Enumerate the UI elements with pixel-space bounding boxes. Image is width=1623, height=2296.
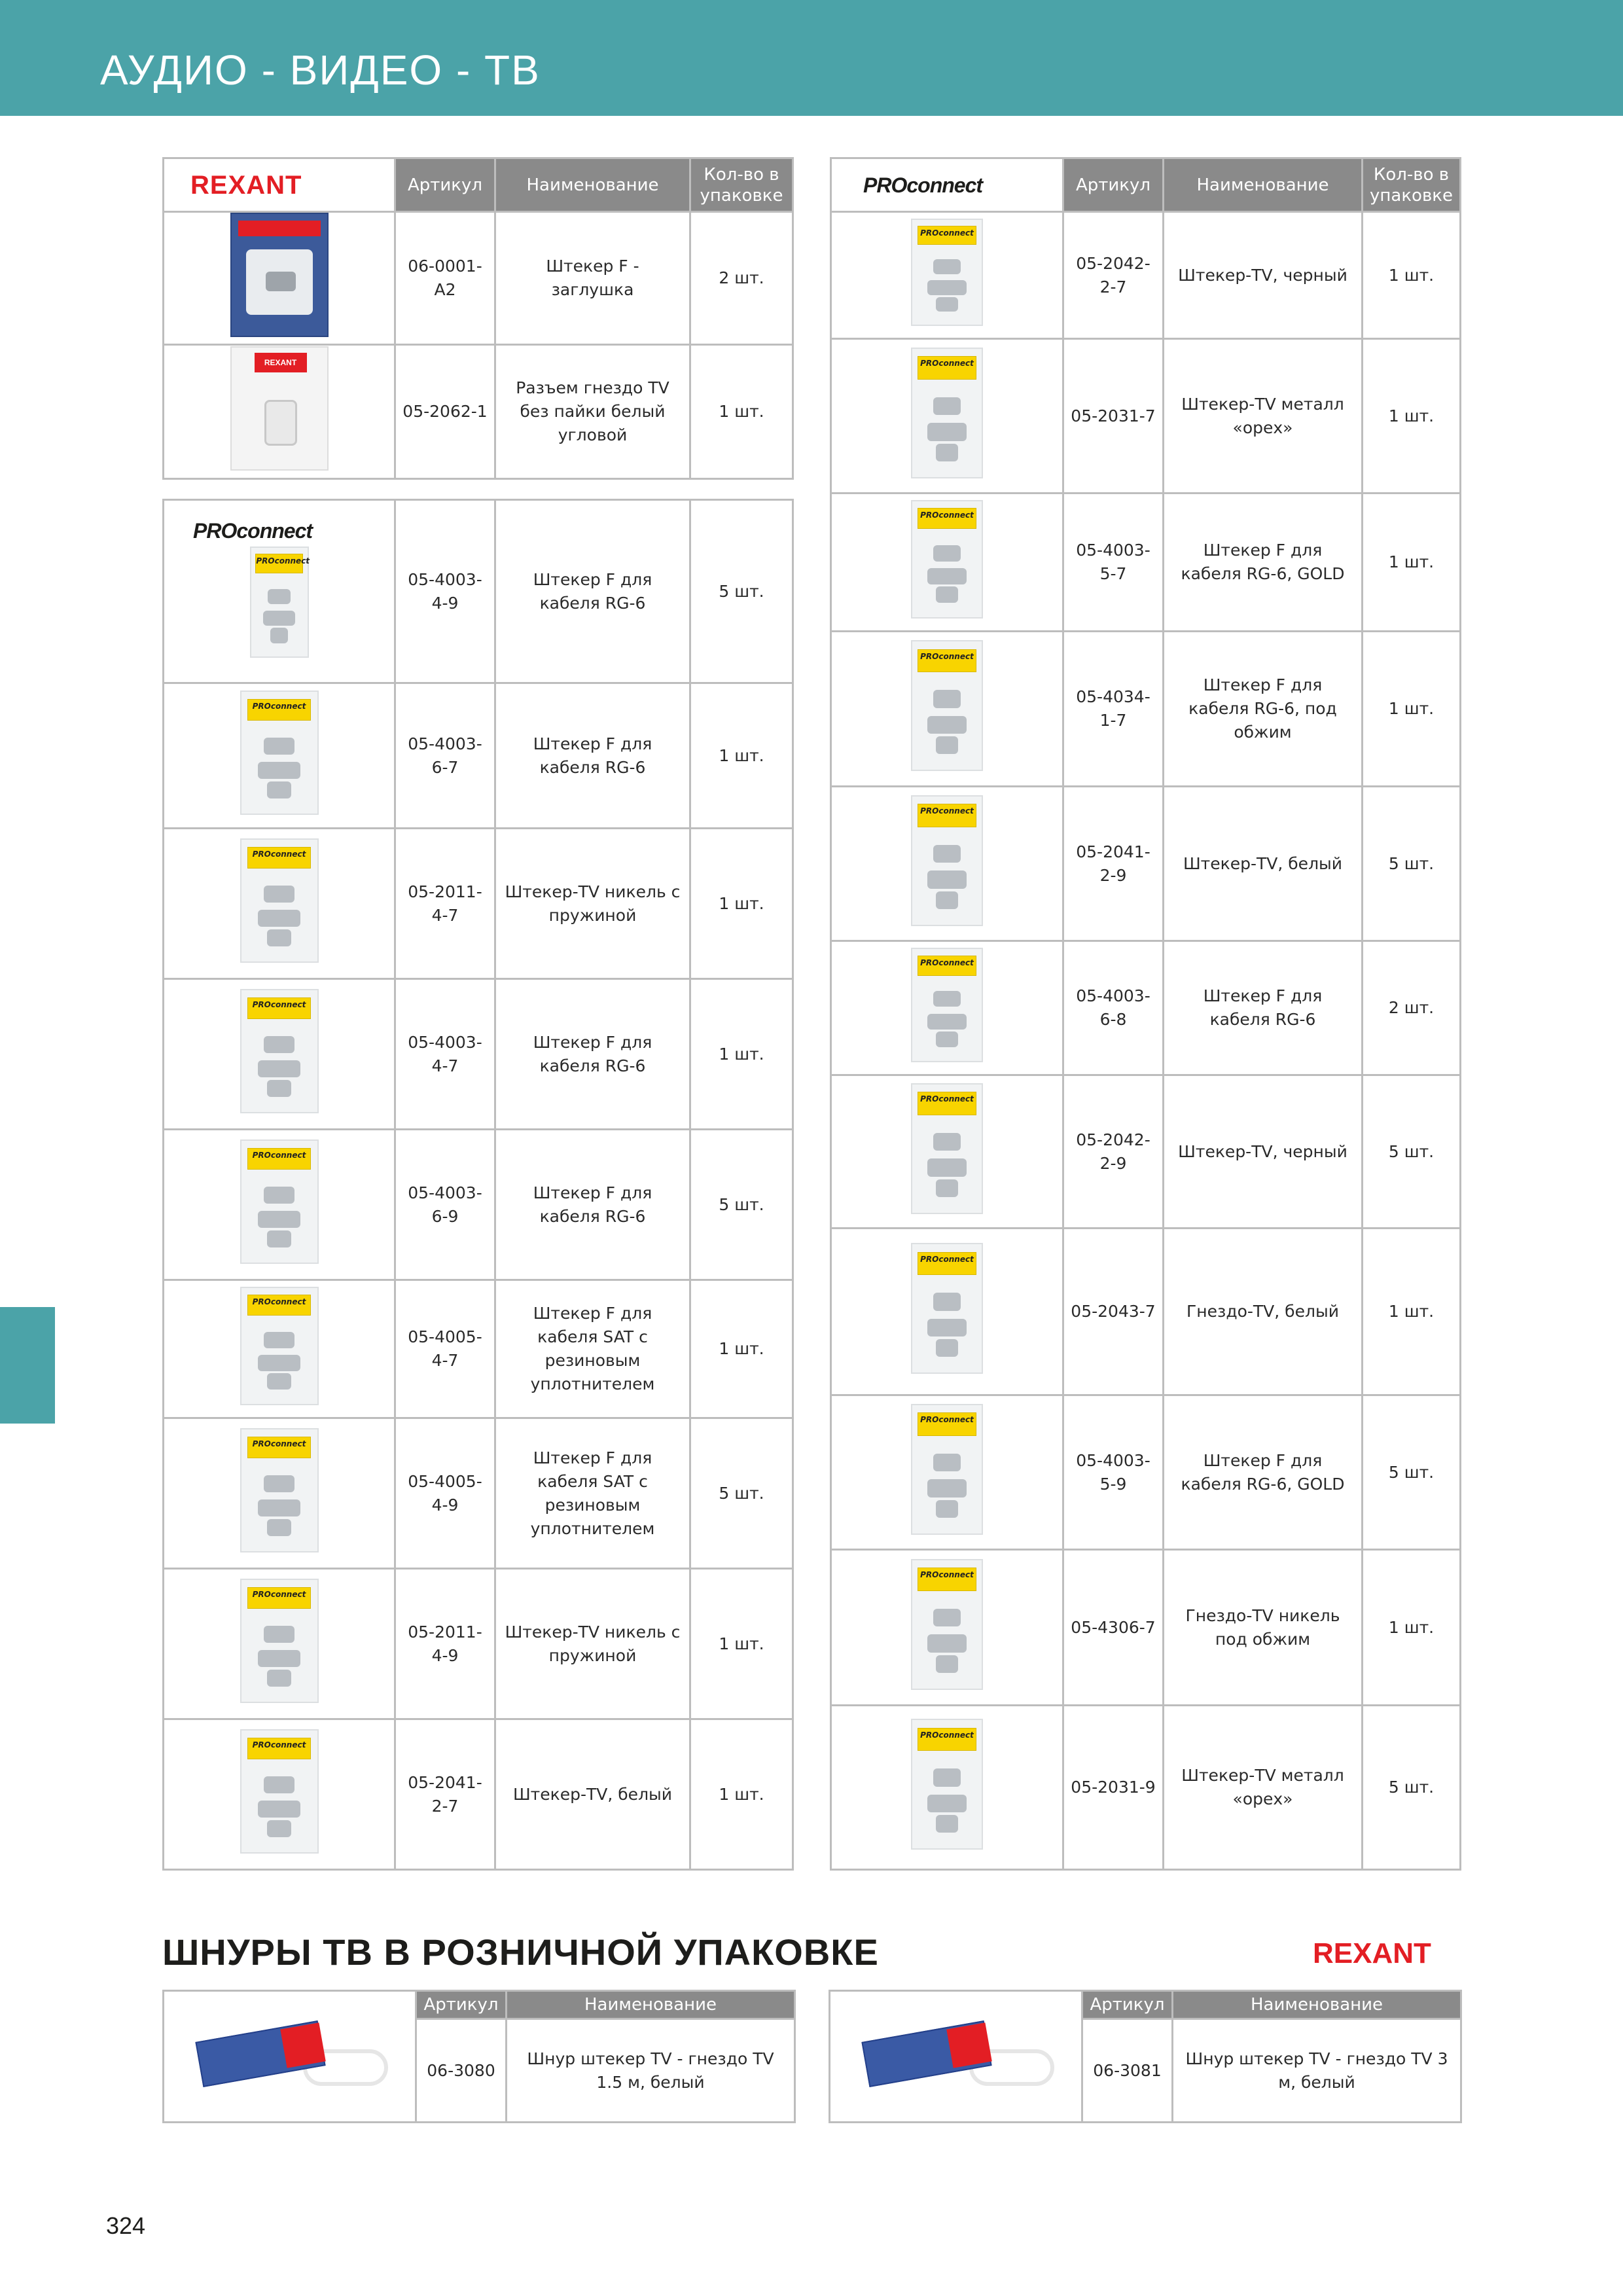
- page-number: 324: [106, 2212, 146, 2239]
- quantity-cell: 5 шт.: [1363, 1395, 1461, 1550]
- article-cell: 05-2031-7: [1063, 339, 1164, 493]
- product-package-image: [911, 1404, 983, 1535]
- article-cell: 05-4003-6-9: [395, 1130, 495, 1280]
- product-image: [164, 979, 395, 1130]
- product-image: [831, 1550, 1063, 1706]
- product-image: [164, 829, 395, 979]
- brand-logo-cell: [164, 158, 395, 212]
- product-package-image: [911, 1719, 983, 1850]
- quantity-cell: 1 шт.: [690, 979, 793, 1130]
- table-row: [831, 212, 1461, 339]
- table-row: [164, 683, 793, 829]
- product-package-image: [911, 948, 983, 1062]
- column-header-quantity: Кол-во в упаковке: [1363, 158, 1461, 212]
- column-header-name: Наименование: [507, 1991, 795, 2019]
- quantity-cell: 5 шт.: [1363, 787, 1461, 941]
- proconnect-tag-logo: PROconnect: [920, 1570, 974, 1580]
- page-title: АУДИО - ВИДЕО - ТВ: [100, 46, 541, 94]
- article-cell: 05-2042-2-9: [1063, 1075, 1164, 1229]
- column-header-article: Артикул: [1082, 1991, 1173, 2019]
- quantity-cell: 1 шт.: [690, 345, 793, 479]
- rexant-logo: REXANT: [1313, 1937, 1431, 1969]
- article-cell: 05-4306-7: [1063, 1550, 1164, 1706]
- section-title: ШНУРЫ ТВ В РОЗНИЧНОЙ УПАКОВКЕ: [162, 1931, 879, 1973]
- table-row: [831, 339, 1461, 493]
- product-package-image: [911, 795, 983, 926]
- article-cell: 05-4034-1-7: [1063, 632, 1164, 787]
- section-side-tab: [0, 1307, 55, 1424]
- name-cell: Штекер F - заглушка: [495, 212, 690, 345]
- quantity-cell: 1 шт.: [1363, 212, 1461, 339]
- name-cell: Штекер F для кабеля RG-6, GOLD: [1164, 493, 1363, 632]
- quantity-cell: 1 шт.: [690, 1719, 793, 1870]
- product-image: [164, 345, 395, 479]
- quantity-cell: 5 шт.: [690, 1130, 793, 1280]
- proconnect-logo: PROconnect: [863, 173, 983, 197]
- article-cell: 05-2043-7: [1063, 1229, 1164, 1395]
- quantity-cell: 1 шт.: [1363, 493, 1461, 632]
- proconnect-tag-logo: PROconnect: [920, 958, 974, 967]
- name-cell: Штекер-TV, черный: [1164, 212, 1363, 339]
- product-package-image: [911, 348, 983, 478]
- name-cell: Гнездо-TV никель под обжим: [1164, 1550, 1363, 1706]
- proconnect-tag-logo: PROconnect: [920, 359, 974, 368]
- article-cell: 05-4005-4-9: [395, 1418, 495, 1569]
- quantity-cell: 2 шт.: [690, 212, 793, 345]
- cord-table-left: [162, 1990, 796, 2123]
- product-image: [831, 212, 1063, 339]
- name-cell: Штекер-TV металл «орех»: [1164, 339, 1363, 493]
- proconnect-tag-logo: PROconnect: [920, 511, 974, 520]
- table-row: [164, 979, 793, 1130]
- table-row: [164, 1418, 793, 1569]
- proconnect-tag-logo: PROconnect: [252, 1740, 306, 1749]
- column-header-name: Наименование: [495, 158, 690, 212]
- table-row: [831, 1075, 1461, 1229]
- name-cell: Штекер-TV, белый: [495, 1719, 690, 1870]
- article-cell: 06-0001-A2: [395, 212, 495, 345]
- product-package-image: [911, 1243, 983, 1374]
- name-cell: Штекер F для кабеля RG-6: [495, 683, 690, 829]
- cord-package-image: [851, 2011, 1061, 2096]
- table-row: [831, 1706, 1461, 1870]
- name-cell: Штекер F для кабеля SAT с резиновым уплотнителем: [495, 1418, 690, 1569]
- table-row: [831, 1550, 1461, 1706]
- name-cell: Штекер-TV, белый: [1164, 787, 1363, 941]
- product-package-image: [230, 346, 329, 471]
- name-cell: Штекер F для кабеля RG-6: [495, 500, 690, 683]
- product-image: [831, 941, 1063, 1075]
- product-image: [831, 632, 1063, 787]
- name-cell: Гнездо-TV, белый: [1164, 1229, 1363, 1395]
- quantity-cell: 5 шт.: [1363, 1075, 1461, 1229]
- column-header-article: Артикул: [1063, 158, 1164, 212]
- name-cell: Штекер F для кабеля RG-6: [495, 1130, 690, 1280]
- table-row: [164, 1569, 793, 1719]
- article-cell: 05-2041-2-9: [1063, 787, 1164, 941]
- article-cell: 05-4003-6-8: [1063, 941, 1164, 1075]
- quantity-cell: 1 шт.: [1363, 1229, 1461, 1395]
- column-header-article: Артикул: [395, 158, 495, 212]
- proconnect-tag-logo: PROconnect: [252, 1150, 306, 1160]
- table-row: [164, 500, 793, 683]
- proconnect-tag-logo: PROconnect: [920, 1094, 974, 1104]
- name-cell: Штекер-TV металл «орех»: [1164, 1706, 1363, 1870]
- quantity-cell: 5 шт.: [690, 500, 793, 683]
- product-package-image: [240, 1287, 319, 1405]
- article-cell: 05-4003-4-7: [395, 979, 495, 1130]
- proconnect-tag-logo: PROconnect: [256, 556, 310, 566]
- table-row: [831, 941, 1461, 1075]
- quantity-cell: 5 шт.: [690, 1418, 793, 1569]
- product-image: [164, 212, 395, 345]
- quantity-cell: 1 шт.: [690, 1569, 793, 1719]
- product-package-image: [240, 691, 319, 815]
- article-cell: 05-2062-1: [395, 345, 495, 479]
- article-cell: 06-3080: [416, 2019, 507, 2123]
- name-cell: Шнур штекер TV - гнездо TV 1.5 м, белый: [507, 2019, 795, 2123]
- quantity-cell: 1 шт.: [1363, 1550, 1461, 1706]
- proconnect-tag-logo: PROconnect: [252, 1297, 306, 1307]
- table-row: [831, 787, 1461, 941]
- proconnect-products-table-right: [830, 157, 1461, 1871]
- table-row: [831, 1229, 1461, 1395]
- proconnect-products-table-left: [162, 499, 794, 1871]
- product-image: [164, 1418, 395, 1569]
- product-package-image: [911, 1559, 983, 1690]
- brand-logo-cell: [831, 158, 1063, 212]
- table-row: [164, 1280, 793, 1418]
- article-cell: 05-4003-5-9: [1063, 1395, 1164, 1550]
- article-cell: 05-4003-6-7: [395, 683, 495, 829]
- product-package-image: [911, 500, 983, 619]
- product-package-image: [240, 838, 319, 963]
- proconnect-tag-logo: PROconnect: [920, 651, 974, 661]
- product-package-image: [250, 547, 309, 658]
- proconnect-tag-logo: PROconnect: [252, 1589, 306, 1599]
- article-cell: 05-4005-4-7: [395, 1280, 495, 1418]
- product-image: [831, 1075, 1063, 1229]
- quantity-cell: 1 шт.: [1363, 632, 1461, 787]
- article-cell: 05-2042-2-7: [1063, 212, 1164, 339]
- article-cell: 05-2011-4-9: [395, 1569, 495, 1719]
- name-cell: Штекер-TV никель с пружиной: [495, 1569, 690, 1719]
- table-row: [164, 829, 793, 979]
- quantity-cell: 2 шт.: [1363, 941, 1461, 1075]
- rexant-logo: REXANT: [190, 170, 302, 200]
- column-header-quantity: Кол-во в упаковке: [690, 158, 793, 212]
- table-row: [164, 1130, 793, 1280]
- product-image: [831, 1395, 1063, 1550]
- proconnect-tag-logo: PROconnect: [252, 999, 306, 1009]
- rexant-products-table: [162, 157, 794, 480]
- name-cell: Разъем гнездо TV без пайки белый угловой: [495, 345, 690, 479]
- product-package-image: [911, 219, 983, 326]
- product-package-image: [240, 1139, 319, 1264]
- product-image: [164, 1280, 395, 1418]
- product-package-image: [240, 1428, 319, 1552]
- product-image: [164, 500, 395, 683]
- table-row: [831, 1395, 1461, 1550]
- table-row: [831, 493, 1461, 632]
- column-header-name: Наименование: [1164, 158, 1363, 212]
- table-row: [164, 345, 793, 479]
- table-row: [164, 1719, 793, 1870]
- proconnect-tag-logo: PROconnect: [252, 701, 306, 711]
- product-image: [831, 787, 1063, 941]
- proconnect-tag-logo: PROconnect: [252, 1439, 306, 1448]
- cord-package-image: [185, 2011, 395, 2096]
- rexant-tag-logo: REXANT: [255, 353, 307, 372]
- product-package-image: [911, 640, 983, 771]
- product-image: [831, 493, 1063, 632]
- article-cell: 05-2011-4-7: [395, 829, 495, 979]
- product-image: [164, 1130, 395, 1280]
- name-cell: Шнур штекер TV - гнездо TV 3 м, белый: [1173, 2019, 1461, 2123]
- quantity-cell: 1 шт.: [690, 683, 793, 829]
- article-cell: 06-3081: [1082, 2019, 1173, 2123]
- column-header-name: Наименование: [1173, 1991, 1461, 2019]
- product-image: [164, 683, 395, 829]
- proconnect-tag-logo: PROconnect: [920, 1254, 974, 1264]
- name-cell: Штекер F для кабеля RG-6: [495, 979, 690, 1130]
- product-image: [164, 1719, 395, 1870]
- column-header-article: Артикул: [416, 1991, 507, 2019]
- quantity-cell: 1 шт.: [690, 1280, 793, 1418]
- name-cell: Штекер-TV никель с пружиной: [495, 829, 690, 979]
- proconnect-tag-logo: PROconnect: [920, 228, 974, 238]
- quantity-cell: 1 шт.: [1363, 339, 1461, 493]
- table-row: [164, 212, 793, 345]
- name-cell: Штекер F для кабеля RG-6, под обжим: [1164, 632, 1363, 787]
- name-cell: Штекер F для кабеля RG-6, GOLD: [1164, 1395, 1363, 1550]
- article-cell: 05-2031-9: [1063, 1706, 1164, 1870]
- quantity-cell: 1 шт.: [690, 829, 793, 979]
- product-package-image: [240, 1579, 319, 1703]
- product-package-image: [911, 1083, 983, 1214]
- name-cell: Штекер F для кабеля RG-6: [1164, 941, 1363, 1075]
- product-package-image: [240, 989, 319, 1113]
- article-cell: 05-4003-5-7: [1063, 493, 1164, 632]
- product-image: [831, 339, 1063, 493]
- cord-table-right: [829, 1990, 1462, 2123]
- product-image: [831, 1706, 1063, 1870]
- name-cell: Штекер-TV, черный: [1164, 1075, 1363, 1229]
- quantity-cell: 5 шт.: [1363, 1706, 1461, 1870]
- proconnect-tag-logo: PROconnect: [920, 806, 974, 816]
- product-package-image: [240, 1729, 319, 1854]
- proconnect-tag-logo: PROconnect: [252, 849, 306, 859]
- name-cell: Штекер F для кабеля SAT с резиновым уплотнителем: [495, 1280, 690, 1418]
- proconnect-tag-logo: PROconnect: [920, 1730, 974, 1740]
- table-row: [831, 632, 1461, 787]
- proconnect-tag-logo: PROconnect: [920, 1415, 974, 1425]
- product-image: [830, 1991, 1082, 2123]
- product-image: [831, 1229, 1063, 1395]
- proconnect-logo: PROconnect: [193, 518, 313, 543]
- article-cell: 05-2041-2-7: [395, 1719, 495, 1870]
- product-package-image: [230, 213, 329, 337]
- article-cell: 05-4003-4-9: [395, 500, 495, 683]
- product-image: [164, 1569, 395, 1719]
- product-image: [164, 1991, 416, 2123]
